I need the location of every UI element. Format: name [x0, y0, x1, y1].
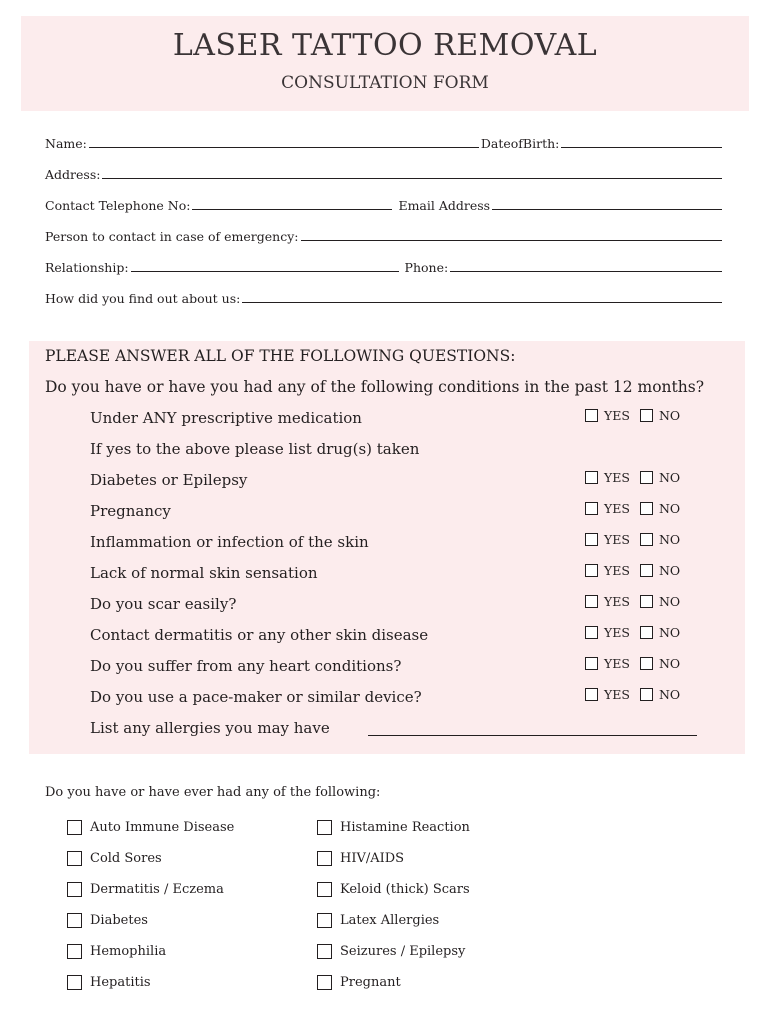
question-row — [90, 688, 721, 710]
question-row — [90, 533, 721, 555]
allergies-field[interactable] — [368, 735, 697, 736]
no-checkbox[interactable] — [640, 533, 653, 546]
question-row — [90, 595, 721, 617]
found-label: How did you find out about us: — [45, 291, 241, 306]
no-label: NO — [658, 687, 681, 702]
no-checkbox[interactable] — [640, 502, 653, 515]
question-text: Diabetes or Epilepsy — [90, 471, 248, 489]
condition-checkbox[interactable] — [317, 882, 332, 897]
name-field[interactable] — [89, 133, 479, 148]
no-checkbox[interactable] — [640, 626, 653, 639]
condition-label: Histamine Reaction — [340, 819, 470, 835]
condition-item[interactable] — [317, 910, 439, 930]
question-row — [90, 657, 721, 679]
condition-checkbox[interactable] — [67, 851, 82, 866]
form-subtitle: CONSULTATION FORM — [281, 73, 489, 93]
yes-no-group — [585, 687, 680, 702]
condition-item[interactable] — [317, 972, 401, 992]
yes-label: YES — [604, 594, 630, 609]
no-label: NO — [658, 470, 681, 485]
no-label: NO — [658, 563, 681, 578]
question-row — [90, 626, 721, 648]
condition-checkbox[interactable] — [67, 975, 82, 990]
question-text: Inflammation or infection of the skin — [90, 533, 369, 551]
yes-no-group — [585, 656, 680, 671]
address-label: Address: — [45, 167, 101, 182]
question-row — [90, 502, 721, 524]
yes-no-group — [585, 408, 680, 423]
question-text: Do you suffer from any heart conditions? — [90, 657, 402, 675]
no-checkbox[interactable] — [640, 471, 653, 484]
emergency-row — [45, 224, 724, 244]
yes-checkbox[interactable] — [585, 595, 598, 608]
question-row — [90, 471, 721, 493]
contact-row — [45, 193, 724, 213]
condition-item[interactable] — [67, 879, 224, 899]
yes-no-group — [585, 563, 680, 578]
yes-label: YES — [604, 408, 630, 423]
form-title: LASER TATTOO REMOVAL — [172, 28, 598, 63]
email-field[interactable] — [492, 195, 722, 210]
condition-label: Seizures / Epilepsy — [340, 943, 466, 959]
condition-checkbox[interactable] — [67, 913, 82, 928]
condition-checkbox[interactable] — [317, 975, 332, 990]
condition-item[interactable] — [317, 848, 404, 868]
questions-subheading: Do you have or have you had any of the following conditions in the past 12 months? — [45, 378, 705, 396]
no-checkbox[interactable] — [640, 657, 653, 670]
no-label: NO — [658, 656, 681, 671]
telephone-field[interactable] — [192, 195, 392, 210]
no-label: NO — [658, 501, 681, 516]
yes-no-group — [585, 532, 680, 547]
yes-checkbox[interactable] — [585, 564, 598, 577]
condition-label: Latex Allergies — [340, 912, 440, 928]
name-dob-row — [45, 131, 724, 151]
condition-item[interactable] — [67, 941, 166, 961]
question-row — [90, 409, 721, 431]
no-checkbox[interactable] — [640, 409, 653, 422]
no-checkbox[interactable] — [640, 564, 653, 577]
question-row — [90, 564, 721, 586]
emergency-field[interactable] — [301, 226, 723, 241]
yes-label: YES — [604, 563, 630, 578]
address-row — [45, 162, 724, 182]
yes-checkbox[interactable] — [585, 657, 598, 670]
yes-label: YES — [604, 687, 630, 702]
condition-label: Dermatitis / Eczema — [90, 881, 224, 897]
question-row — [90, 719, 721, 741]
question-text: Under ANY prescriptive medication — [90, 409, 362, 427]
conditions-heading: Do you have or have ever had any of the following: — [45, 785, 381, 800]
condition-label: HIV/AIDS — [340, 850, 405, 866]
question-text: If yes to the above please list drug(s) taken — [90, 440, 420, 458]
question-row — [90, 440, 721, 462]
yes-no-group — [585, 625, 680, 640]
question-text: Pregnancy — [90, 502, 171, 520]
condition-item[interactable] — [317, 817, 470, 837]
no-label: NO — [658, 594, 681, 609]
question-text: Lack of normal skin sensation — [90, 564, 318, 582]
yes-checkbox[interactable] — [585, 502, 598, 515]
no-checkbox[interactable] — [640, 595, 653, 608]
question-text: Contact dermatitis or any other skin disease — [90, 626, 429, 644]
phone-field[interactable] — [450, 257, 722, 272]
relationship-field[interactable] — [131, 257, 399, 272]
yes-label: YES — [604, 470, 630, 485]
condition-checkbox[interactable] — [67, 944, 82, 959]
condition-checkbox[interactable] — [67, 820, 82, 835]
condition-label: Hemophilia — [90, 943, 167, 959]
yes-label: YES — [604, 625, 630, 640]
yes-checkbox[interactable] — [585, 688, 598, 701]
relationship-label: Relationship: — [45, 260, 129, 275]
condition-label: Diabetes — [90, 912, 148, 928]
yes-no-group — [585, 594, 680, 609]
yes-label: YES — [604, 656, 630, 671]
name-label: Name: — [45, 136, 87, 151]
found-field[interactable] — [242, 288, 722, 303]
condition-item[interactable] — [67, 848, 162, 868]
no-label: NO — [658, 532, 681, 547]
condition-label: Keloid (thick) Scars — [340, 881, 470, 897]
question-text: Do you scar easily? — [90, 595, 237, 613]
emergency-label: Person to contact in case of emergency: — [45, 229, 299, 244]
relationship-row — [45, 255, 724, 275]
condition-checkbox[interactable] — [317, 820, 332, 835]
question-text: Do you use a pace-maker or similar device? — [90, 688, 422, 706]
found-row — [45, 286, 724, 306]
dob-field[interactable] — [561, 133, 722, 148]
telephone-label: Contact Telephone No: — [45, 198, 191, 213]
email-label: Email Address — [398, 198, 491, 213]
no-checkbox[interactable] — [640, 688, 653, 701]
address-field[interactable] — [102, 164, 722, 179]
condition-item[interactable] — [67, 910, 148, 930]
questions-heading: PLEASE ANSWER ALL OF THE FOLLOWING QUESTIONS: — [45, 347, 516, 365]
yes-checkbox[interactable] — [585, 471, 598, 484]
condition-item[interactable] — [317, 941, 465, 961]
questions-panel — [29, 341, 745, 754]
yes-checkbox[interactable] — [585, 409, 598, 422]
condition-checkbox[interactable] — [317, 851, 332, 866]
yes-checkbox[interactable] — [585, 533, 598, 546]
condition-checkbox[interactable] — [317, 944, 332, 959]
no-label: NO — [658, 625, 681, 640]
no-label: NO — [658, 408, 681, 423]
form-header — [21, 16, 749, 111]
condition-checkbox[interactable] — [67, 882, 82, 897]
yes-checkbox[interactable] — [585, 626, 598, 639]
condition-item[interactable] — [317, 879, 470, 899]
condition-label: Auto Immune Disease — [90, 819, 235, 835]
condition-checkbox[interactable] — [317, 913, 332, 928]
condition-label: Cold Sores — [90, 850, 162, 866]
condition-label: Pregnant — [340, 974, 401, 990]
yes-no-group — [585, 470, 680, 485]
yes-label: YES — [604, 501, 630, 516]
yes-no-group — [585, 501, 680, 516]
question-text: List any allergies you may have — [90, 719, 330, 737]
dob-label: DateofBirth: — [480, 136, 560, 151]
condition-item[interactable] — [67, 817, 234, 837]
condition-item[interactable] — [67, 972, 151, 992]
condition-label: Hepatitis — [90, 974, 151, 990]
yes-label: YES — [604, 532, 630, 547]
phone-label: Phone: — [404, 260, 449, 275]
